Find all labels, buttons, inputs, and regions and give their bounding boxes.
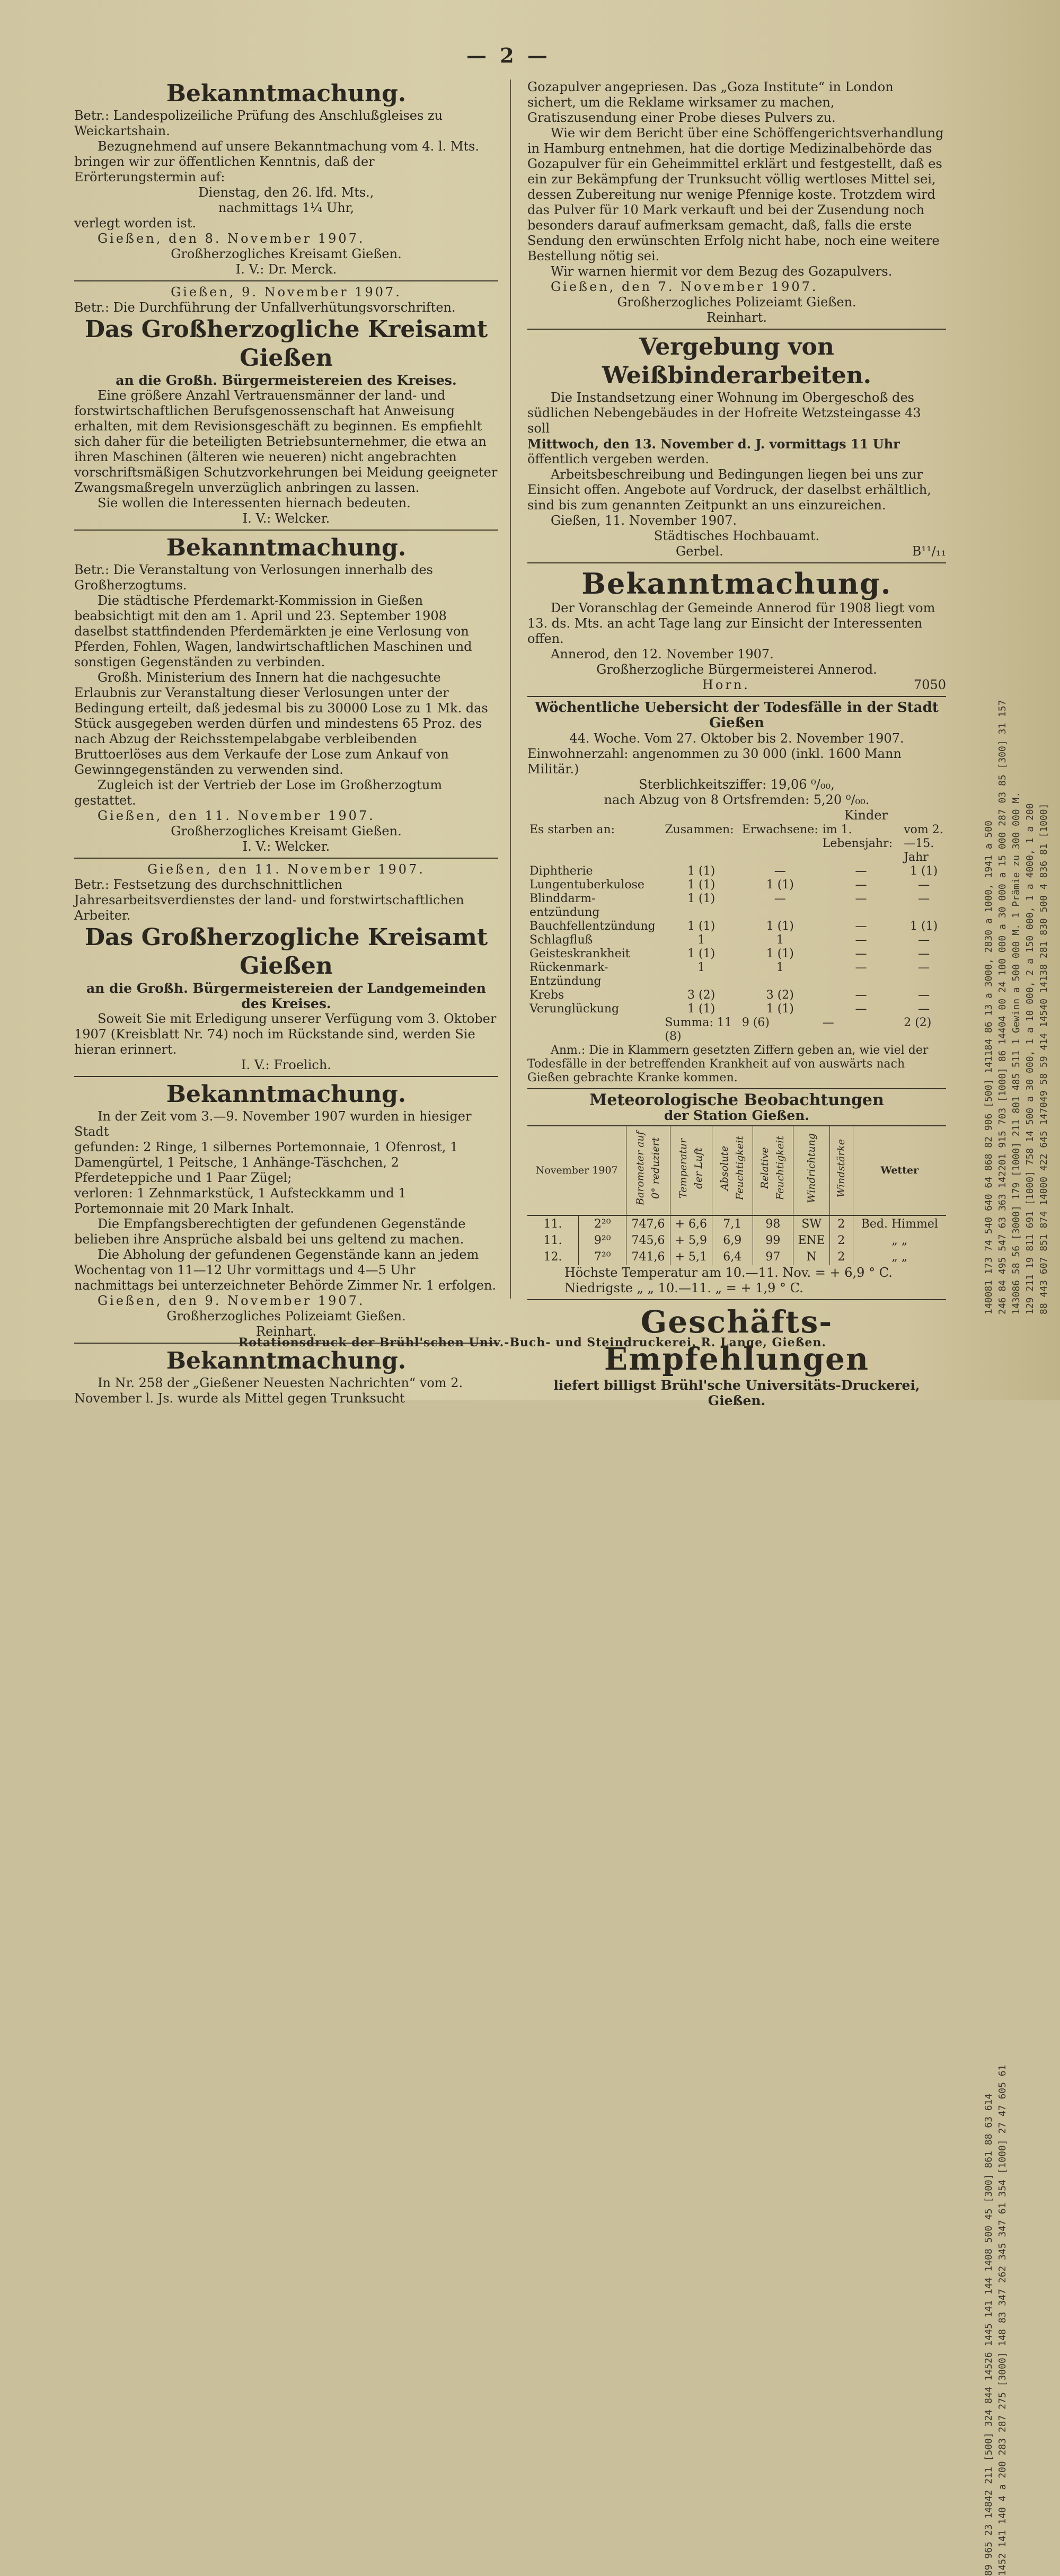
notice-body: Bezugnehmend auf unsere Bekanntmachung vom 4. l. Mts. bringen wir zur öffentlichen Kenntnis, daß der Erörterungstermin auf: bbox=[74, 139, 479, 184]
weather-table-cell: 741,6 bbox=[626, 1249, 670, 1265]
notice-anschlussgleis bbox=[74, 80, 498, 277]
weather-table-cell: 99 bbox=[753, 1232, 793, 1249]
notice-tail: verlegt worden ist. bbox=[74, 216, 197, 231]
notice-paragraph: Zugleich ist der Vertrieb der Lose im Großherzogtum gestattet. bbox=[74, 778, 443, 808]
death-table-cell: 1 (1) bbox=[687, 947, 716, 960]
notice-paragraph: verloren: 1 Zehnmarkstück, 1 Aufsteckkamm und 1 Portemonnaie mit 20 Mark Inhalt. bbox=[74, 1186, 407, 1216]
death-statistics-note: Anm.: Die in Klammern gesetzten Ziffern geben an, wie viel der Todesfälle in der betreffenden Krankheit auf von auswärts nach Gießen gebrachte Kranke kommen. bbox=[527, 1044, 929, 1084]
notice-sign: Reinhart. bbox=[256, 1324, 316, 1339]
weather-title: Meteorologische Beobachtungen bbox=[589, 1091, 884, 1109]
notice-betr: Betr.: Festsetzung des durchschnittlichen Jahresarbeitsverdienstes der land- und forstwirtschaftlichen Arbeiter. bbox=[74, 877, 464, 923]
notice-jahresarbeitsverdienst bbox=[74, 862, 498, 1073]
margin-strip-column: 1452 141 140 4 a 200 283 287 275 [3000] 148 83 347 262 345 347 61 354 [1000] 27 47 605 61 bbox=[997, 2065, 1008, 2576]
notice-paragraph: Großh. Ministerium des Innern hat die nachgesuchte Erlaubnis zur Veranstaltung dieser Verlosungen unter der Bedingung erteilt, daß jedesmal bis zu 30000 Lose zu 1 Mk. das Stück ausgegeben werden dürfen und mindestens 65 Proz. des nach Abzug der Reichsstempelabgabe verbleibenden Bruttoerlöses aus dem Verkaufe der Lose zum Ankauf von Gewinngegenständen zu verwenden sind. bbox=[74, 670, 488, 777]
notice-place: Gießen, den 11. November 1907. bbox=[147, 862, 425, 877]
weather-header-cell: Wetter bbox=[880, 1165, 919, 1176]
death-table-cell: Geisteskrankheit bbox=[529, 947, 630, 960]
death-table-cell: — bbox=[855, 892, 867, 905]
notice-office: Großherzogliche Bürgermeisterei Annerod. bbox=[596, 662, 877, 677]
notice-date: Mittwoch, den 13. November d. J. vormittags 11 Uhr bbox=[527, 436, 900, 452]
business-ad bbox=[527, 1303, 946, 1408]
notice-betr: Betr.: Die Veranstaltung von Verlosungen innerhalb des Großherzogtums. bbox=[74, 562, 433, 593]
notice-sign: I. V.: Dr. Merck. bbox=[235, 262, 337, 277]
death-table-row bbox=[527, 989, 946, 1002]
death-table-cell: Rückenmark-Entzündung bbox=[529, 961, 608, 988]
weather-table-cell: 2 bbox=[830, 1215, 853, 1232]
divider bbox=[527, 562, 946, 563]
notice-paragraph: Die städtische Pferdemarkt-Kommission in Gießen beabsichtigt mit den am 1. April und 23. September 1908 daselbst stattfindenden Pferdemärkten je eine Verlosung von Pferden, Fohlen, Wagen, landwirtschaftlichen Maschinen und sonstigen Gegenständen zu verbinden. bbox=[74, 593, 472, 669]
death-table-header bbox=[527, 823, 946, 864]
weather-table-cell: 6,9 bbox=[712, 1232, 753, 1249]
death-table-cell: 1 (1) bbox=[910, 864, 938, 878]
notice-place: Gießen, 9. November 1907. bbox=[171, 285, 402, 299]
death-table-cell: — bbox=[855, 864, 867, 878]
divider bbox=[527, 696, 946, 697]
notice-title: Bekanntmachung. bbox=[166, 534, 407, 561]
notice-annerod bbox=[527, 567, 946, 693]
notice-office: Großherzogliches Polizeiamt Gießen. bbox=[617, 295, 856, 310]
weather-table-row bbox=[527, 1232, 946, 1249]
death-table-row bbox=[527, 920, 946, 933]
weather-table-cell: 745,6 bbox=[626, 1232, 670, 1249]
right-column bbox=[527, 80, 946, 1408]
death-table-cell: — bbox=[918, 989, 930, 1002]
weather-table-cell: „ „ bbox=[891, 1250, 908, 1264]
notice-title: Das Großherzogliche Kreisamt Gießen bbox=[84, 924, 488, 980]
death-statistics-week: 44. Woche. Vom 27. Oktober bis 2. November 1907. bbox=[569, 731, 904, 746]
death-table-cell: — bbox=[918, 1002, 930, 1016]
notice-paragraph: Gozapulver angepriesen. Das „Goza Institute“ in London sichert, um die Reklame wirksamer zu machen, Gratiszusendung einer Probe dieses Pulvers zu. bbox=[527, 80, 894, 125]
weather-table-cell: 12. bbox=[527, 1249, 579, 1265]
death-table-sum-row bbox=[527, 1016, 946, 1044]
weather-table-cell: 6,4 bbox=[712, 1249, 753, 1265]
death-table-cell: 1 (1) bbox=[766, 1002, 794, 1016]
death-statistics-title: Wöchentliche Uebersicht der Todesfälle in der Stadt Gießen bbox=[535, 700, 939, 731]
death-table-header-cell: Erwachsene: bbox=[741, 823, 818, 836]
weather-table-cell: 7,1 bbox=[712, 1215, 753, 1232]
divider bbox=[74, 280, 498, 281]
death-table-cell: — bbox=[855, 920, 867, 933]
death-table-header-cell: Zusammen: bbox=[665, 823, 734, 836]
death-table-cell: — bbox=[855, 947, 867, 960]
notice-gozapulver-continued bbox=[527, 80, 946, 325]
notice-sign: I. V.: Welcker. bbox=[242, 839, 330, 854]
notice-unfallverhuetung bbox=[74, 285, 498, 526]
divider bbox=[527, 1088, 946, 1089]
death-table-cell: 1 bbox=[776, 933, 784, 947]
weather-table-row bbox=[527, 1215, 946, 1232]
death-table-cell: 1 (1) bbox=[687, 892, 716, 905]
weather-observations bbox=[527, 1092, 946, 1296]
notice-paragraph: Die Instandsetzung einer Wohnung im Obergeschoß des südlichen Nebengebäudes in der Hofreite Wetzsteingasse 43 soll bbox=[527, 390, 921, 436]
weather-header-cell: Windstärke bbox=[830, 1126, 853, 1215]
notice-signature-row bbox=[527, 544, 946, 559]
death-table-header-cell: Es starben an: bbox=[529, 823, 615, 836]
death-table-cell: Bauchfellentzündung bbox=[529, 920, 656, 933]
notice-title: Vergebung von Weißbinderarbeiten. bbox=[602, 333, 872, 389]
weather-header-cell: Relative Feuchtigkeit bbox=[753, 1126, 793, 1215]
death-table-kinder-label: Kinder bbox=[844, 808, 888, 823]
death-table-cell: 1 bbox=[776, 961, 784, 974]
notice-body: Soweit Sie mit Erledigung unserer Verfügung vom 3. Oktober 1907 (Kreisblatt Nr. 74) noch im Rückstande sind, werden Sie hieran erinnert. bbox=[74, 1011, 497, 1057]
adjacent-page-lottery-list bbox=[983, 53, 1055, 2576]
death-table-cell: Diphtherie bbox=[529, 864, 593, 878]
weather-table-cell: 11. bbox=[527, 1232, 579, 1249]
divider bbox=[74, 1076, 498, 1077]
death-statistics-population: Einwohnerzahl: angenommen zu 30 000 (inkl. 1600 Mann Militär.) bbox=[527, 746, 902, 777]
death-table-row bbox=[527, 947, 946, 961]
margin-strip-column: 89 965 23 14842 211 [500] 324 844 14526 1445 141 144 1408 500 45 [300] 861 88 63 614 bbox=[983, 2093, 994, 2576]
notice-sign: Horn. bbox=[702, 677, 750, 692]
death-table-cell: 3 (2) bbox=[766, 989, 794, 1002]
column-divider bbox=[510, 80, 511, 1299]
death-table-cell: 1 bbox=[697, 961, 705, 974]
death-table-cell: — bbox=[855, 961, 867, 974]
weather-table-cell: 2²⁰ bbox=[579, 1215, 626, 1232]
death-table-cell: 3 (2) bbox=[687, 989, 716, 1002]
death-table-row bbox=[527, 933, 946, 947]
weather-table-cell: 98 bbox=[753, 1215, 793, 1232]
divider bbox=[74, 858, 498, 859]
notice-paragraph: Die Empfangsberechtigten der gefundenen Gegenstände belieben ihre Ansprüche alsbald bei uns geltend zu machen. bbox=[74, 1216, 466, 1247]
business-ad-title: Geschäfts-Empfehlungen bbox=[604, 1304, 870, 1377]
page-number: — 2 — bbox=[466, 43, 551, 67]
notice-title: Das Großherzogliche Kreisamt Gießen bbox=[84, 316, 488, 372]
notice-code: B¹¹/₁₁ bbox=[912, 544, 946, 559]
death-table-header-cell: vom 2.—15. Jahr bbox=[904, 823, 943, 864]
death-table-header-cell: im 1. Lebensjahr: bbox=[822, 823, 893, 850]
weather-table-cell: 9²⁰ bbox=[579, 1232, 626, 1249]
weather-header-cell: Barometer auf 0° reduziert bbox=[626, 1126, 670, 1215]
weather-table-row bbox=[527, 1249, 946, 1265]
death-table bbox=[527, 823, 946, 1044]
death-table-cell: — bbox=[774, 892, 786, 905]
weather-table-cell: „ „ bbox=[891, 1234, 908, 1247]
weather-table-cell: 747,6 bbox=[626, 1215, 670, 1232]
notice-sign: I. V.: Welcker. bbox=[242, 511, 330, 526]
death-table-cell: — bbox=[918, 961, 930, 974]
weather-table-cell: ENE bbox=[793, 1232, 830, 1249]
weather-table-cell: SW bbox=[793, 1215, 830, 1232]
notice-body-2: Sie wollen die Interessenten hiernach bedeuten. bbox=[98, 496, 411, 510]
weather-header-date: November 1907 bbox=[527, 1126, 626, 1215]
death-table-cell: Krebs bbox=[529, 989, 564, 1002]
notice-verlosungen bbox=[74, 534, 498, 854]
death-table-cell: Schlagfluß bbox=[529, 933, 593, 947]
death-table-cell: 1 (1) bbox=[766, 878, 794, 892]
death-table-cell: 1 (1) bbox=[687, 1002, 716, 1016]
notice-place: Gießen, den 11. November 1907. bbox=[98, 808, 375, 823]
weather-table-cell: Bed. Himmel bbox=[861, 1218, 938, 1231]
notice-office: Großherzogliches Polizeiamt Gießen. bbox=[166, 1309, 406, 1324]
notice-betr: Betr.: Die Durchführung der Unfallverhütungsvorschriften. bbox=[74, 300, 456, 315]
weather-table-header bbox=[527, 1126, 946, 1215]
death-sum-cell: Summa: 11 (8) bbox=[665, 1016, 732, 1043]
notice-gozapulver bbox=[74, 1347, 498, 1406]
notice-time: nachmittags 1¼ Uhr, bbox=[218, 200, 355, 215]
notice-subtitle: an die Großh. Bürgermeistereien der Landgemeinden des Kreises. bbox=[86, 981, 486, 1011]
weather-table-cell: 7²⁰ bbox=[579, 1249, 626, 1265]
weather-table-cell: + 6,6 bbox=[670, 1215, 712, 1232]
death-table-cell: — bbox=[918, 878, 930, 892]
notice-place: Gießen, den 7. November 1907. bbox=[551, 279, 818, 294]
notice-place: Annerod, den 12. November 1907. bbox=[551, 647, 774, 661]
death-table-row bbox=[527, 1002, 946, 1016]
notice-title: Bekanntmachung. bbox=[166, 1081, 407, 1108]
weather-max-temp: Höchste Temperatur am 10.—11. Nov. = + 6,9 ° C. bbox=[564, 1265, 893, 1280]
notice-paragraph: In der Zeit vom 3.—9. November 1907 wurden in hiesiger Stadt bbox=[74, 1109, 472, 1139]
death-sum-cell: 2 (2) bbox=[904, 1016, 932, 1029]
death-statistics-rate-adjusted: nach Abzug von 8 Ortsfremden: 5,20 ⁰/₀₀. bbox=[604, 792, 870, 807]
notice-paragraph: gefunden: 2 Ringe, 1 silbernes Portemonnaie, 1 Ofenrost, 1 Damengürtel, 1 Peitsche, 1 Anhänge-Täschchen, 2 Pferdeteppiche und 1 Paar Zügel; bbox=[74, 1140, 458, 1185]
notice-sign: Gerbel. bbox=[676, 544, 723, 559]
death-table-cell: — bbox=[855, 878, 867, 892]
printer-credit: Rotationsdruck der Brühl'schen Univ.-Buch- und Steindruckerei. R. Lange, Gießen. bbox=[238, 1336, 827, 1349]
weather-subtitle: der Station Gießen. bbox=[664, 1108, 810, 1123]
weather-header-cell: Absolute Feuchtigkeit bbox=[712, 1126, 753, 1215]
weather-table-cell: 11. bbox=[527, 1215, 579, 1232]
notice-code: 7050 bbox=[913, 677, 946, 692]
notice-sign: I. V.: Froelich. bbox=[241, 1057, 331, 1072]
notice-office: Städtisches Hochbauamt. bbox=[653, 528, 820, 543]
notice-weissbinder bbox=[527, 333, 946, 559]
death-table-cell: Verunglückung bbox=[529, 1002, 620, 1016]
death-table-row bbox=[527, 864, 946, 878]
weather-table bbox=[527, 1125, 946, 1265]
notice-office: Großherzogliches Kreisamt Gießen. bbox=[171, 824, 402, 839]
divider bbox=[527, 1299, 946, 1300]
notice-subtitle: an die Großh. Bürgermeistereien des Kreises. bbox=[116, 373, 457, 388]
death-table-cell: 1 (1) bbox=[766, 920, 794, 933]
notice-paragraph: Arbeitsbeschreibung und Bedingungen liegen bei uns zur Einsicht offen. Angebote auf Vordruck, der daselbst erhältlich, sind bis zum genannten Zeitpunkt an uns einzureichen. bbox=[527, 467, 931, 513]
weather-table-cell: + 5,1 bbox=[670, 1249, 712, 1265]
notice-date: Dienstag, den 26. lfd. Mts., bbox=[198, 185, 374, 200]
death-table-cell: Lungentuberkulose bbox=[529, 878, 644, 892]
notice-paragraph: Wir warnen hiermit vor dem Bezug des Gozapulvers. bbox=[551, 264, 893, 279]
notice-body: Eine größere Anzahl Vertrauensmänner der land- und forstwirtschaftlichen Berufsgenossenschaft hat Anweisung erhalten, mit dem Revisionsgeschäft zu beginnen. Es empfiehlt sich daher für die beteiligten Betriebsunternehmer, die etwa an ihren Maschinen (älteren wie neueren) nicht angebrachten vorschriftsmäßigen Schutzvorkehrungen bei Meidung geeigneter Zwangsmaßregeln unverzüglich anbringen zu lassen. bbox=[74, 388, 498, 495]
notice-place: Gießen, 11. November 1907. bbox=[551, 513, 737, 528]
divider bbox=[527, 329, 946, 330]
death-statistics bbox=[527, 700, 946, 1085]
death-table-cell: — bbox=[918, 892, 930, 905]
notice-title: Bekanntmachung. bbox=[166, 1347, 407, 1374]
death-table-cell: 1 (1) bbox=[910, 920, 938, 933]
divider bbox=[74, 530, 498, 531]
notice-fundsachen bbox=[74, 1080, 498, 1339]
death-table-cell: — bbox=[855, 933, 867, 947]
death-table-cell: 1 bbox=[697, 933, 705, 947]
weather-table-cell: 2 bbox=[830, 1232, 853, 1249]
margin-strip-column: 129 211 19 811 691 [1000] 758 14 500 a 30 000, 1 a 10 000, 2 a 150 000, 1 a 4000, 1 a 200 bbox=[1024, 803, 1036, 1315]
business-ad-subtitle: liefert billigst Brühl'sche Universitäts-Druckerei, Gießen. bbox=[553, 1378, 920, 1408]
margin-strip-column: 246 84 495 547 63 363 142201 915 703 [1000] 86 14404 00 24 100 000 a 30 000 a 15 000 287 03 85 [300] 31 157 bbox=[997, 700, 1008, 1315]
death-table-cell: 1 (1) bbox=[687, 864, 716, 878]
notice-betr: Betr.: Landespolizeiliche Prüfung des Anschlußgleises zu Weickartshain. bbox=[74, 108, 443, 138]
death-table-cell: — bbox=[855, 989, 867, 1002]
death-table-cell: 1 (1) bbox=[766, 947, 794, 960]
notice-title: Bekanntmachung. bbox=[581, 567, 892, 601]
death-table-cell: 1 (1) bbox=[687, 920, 716, 933]
weather-header-cell: Windrichtung bbox=[793, 1126, 830, 1215]
margin-strip-column: 140081 173 74 540 640 64 868 82 906 [500] 141184 86 13 a 3000, 2830 a 1000, 1941 a 500 bbox=[983, 821, 994, 1315]
death-table-cell: 1 (1) bbox=[687, 878, 716, 892]
weather-table-cell: + 5,9 bbox=[670, 1232, 712, 1249]
notice-office: Großherzogliches Kreisamt Gießen. bbox=[171, 246, 402, 261]
death-table-row bbox=[527, 892, 946, 920]
death-table-cell: — bbox=[855, 1002, 867, 1016]
notice-body: In Nr. 258 der „Gießener Neuesten Nachrichten“ vom 2. November l. Js. wurde als Mittel gegen Trunksucht bbox=[74, 1375, 463, 1406]
notice-place: Gießen, den 9. November 1907. bbox=[98, 1293, 365, 1308]
death-statistics-rate: Sterblichkeitsziffer: 19,06 ⁰/₀₀, bbox=[639, 777, 835, 792]
notice-paragraph: Die Abholung der gefundenen Gegenstände kann an jedem Wochentag von 11—12 Uhr vormittags und 4—5 Uhr nachmittags bei unterzeichneter Behörde Zimmer Nr. 1 erfolgen. bbox=[74, 1247, 497, 1293]
weather-table-cell: 97 bbox=[753, 1249, 793, 1265]
notice-paragraph: öffentlich vergeben werden. bbox=[527, 452, 710, 466]
margin-strip-column: 88 443 607 851 874 14000 422 645 147049 58 59 414 14540 14138 281 830 500 4 836 81 [1000] bbox=[1038, 803, 1049, 1315]
weather-min-temp: Niedrigste „ „ 10.—11. „ = + 1,9 ° C. bbox=[564, 1281, 803, 1295]
notice-paragraph: Wie wir dem Bericht über eine Schöffengerichtsverhandlung in Hamburg entnehmen, hat die dortige Medizinalbehörde das Gozapulver für ein Geheimmittel erklärt und festgestellt, daß es ein zur Bekämpfung der Trunksucht völlig wertloses Mittel sei, dessen Zubereitung nur wenige Pfennige koste. Trotzdem wird das Pulver für 10 Mark verkauft und bei der Zusendung noch besonders darauf aufmerksam gemacht, daß, falls die erste Sendung den erwünschten Erfolg nicht habe, noch eine weitere Bestellung nötig sei. bbox=[527, 126, 944, 263]
notice-body: Der Voranschlag der Gemeinde Annerod für 1908 liegt vom 13. ds. Mts. an acht Tage lang zur Einsicht der Interessenten offen. bbox=[527, 601, 935, 646]
notice-signature-row bbox=[527, 677, 946, 693]
notice-sign: Reinhart. bbox=[706, 310, 767, 325]
weather-table-cell: 2 bbox=[830, 1249, 853, 1265]
death-table-row bbox=[527, 878, 946, 892]
death-table-cell: — bbox=[774, 864, 786, 878]
notice-title: Bekanntmachung. bbox=[166, 80, 407, 107]
death-sum-cell: 9 (6) bbox=[741, 1016, 770, 1029]
notice-place: Gießen, den 8. November 1907. bbox=[98, 231, 365, 246]
death-table-cell: Blinddarm-entzündung bbox=[529, 892, 600, 919]
margin-strip-column: 143086 58 56 [3000] 179 [1000] 211 801 485 511 1 Gewinn a 500 000 M. 1 Prämie zu 300 000 M. bbox=[1011, 791, 1022, 1315]
weather-table-cell: N bbox=[793, 1249, 830, 1265]
death-table-cell: — bbox=[918, 947, 930, 960]
left-column bbox=[74, 80, 498, 1406]
death-table-row bbox=[527, 961, 946, 989]
death-sum-cell: — bbox=[822, 1016, 834, 1029]
weather-header-cell: Temperatur der Luft bbox=[670, 1126, 712, 1215]
death-table-cell: — bbox=[918, 933, 930, 947]
